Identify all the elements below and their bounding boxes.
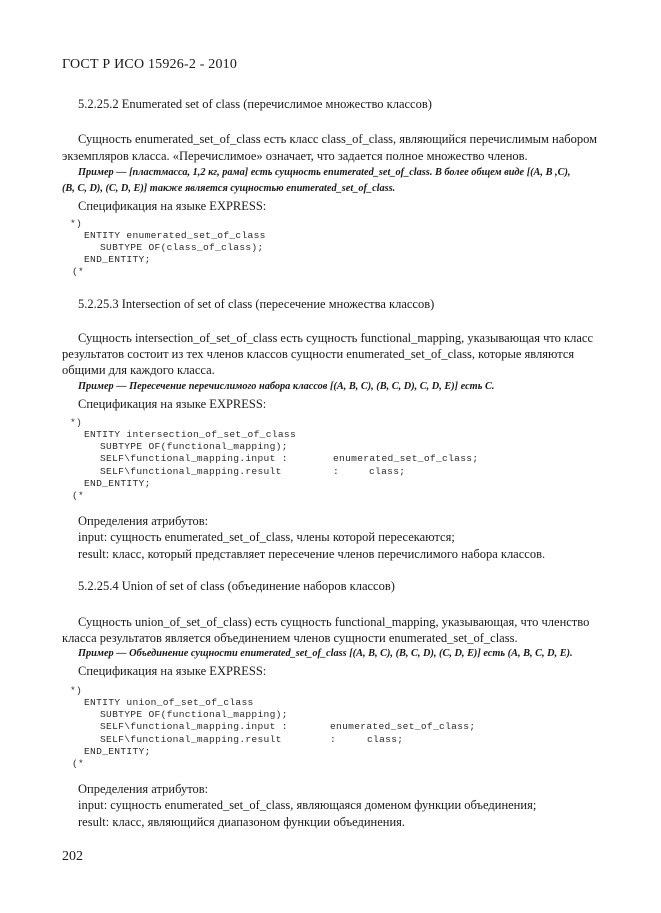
code-line: SELF\functional_mapping.input :	[100, 453, 288, 464]
paragraph-line: экземпляров класса. «Перечислимое» означает, что задается полное множество членов.	[62, 149, 528, 163]
code-line: enumerated_set_of_class;	[333, 453, 479, 464]
express-spec-label: Спецификация на языке EXPRESS:	[78, 397, 267, 411]
code-line: SELF\functional_mapping.result	[100, 734, 282, 745]
express-spec-label: Спецификация на языке EXPRESS:	[78, 199, 267, 213]
code-line: END_ENTITY;	[84, 254, 151, 265]
attribute-definition: input: сущность enumerated_set_of_class, являющаяся доменом функции объединения;	[78, 798, 537, 812]
code-line: :	[330, 734, 337, 745]
example-line: Пример — [пластмасса, 1,2 кг, рама] есть сущность enumerated_set_of_class. В более общем виде [(A, B ,C),	[78, 167, 571, 178]
code-line: (*	[72, 758, 85, 769]
code-line: class;	[369, 466, 406, 477]
code-line: enumerated_set_of_class;	[330, 721, 476, 732]
code-line: ENTITY intersection_of_set_of_class	[84, 429, 297, 440]
paragraph-line: общими для каждого класса.	[62, 363, 215, 377]
attributes-title: Определения атрибутов:	[78, 514, 209, 528]
page-header: ГОСТ Р ИСО 15926-2 - 2010	[62, 57, 238, 72]
example-line: Пример — Объединение сущности enumerated_set_of_class [(A, B, C), (B, C, D), (C, D, E)] есть (A, B, C, D, E).	[78, 648, 573, 659]
code-line: END_ENTITY;	[84, 478, 151, 489]
code-line: *)	[70, 417, 83, 428]
paragraph-line: класса результатов является объединением членов сущности enumerated_set_of_class.	[62, 631, 518, 645]
code-line: *)	[70, 685, 83, 696]
attributes-title: Определения атрибутов:	[78, 782, 209, 796]
code-line: (*	[72, 266, 85, 277]
code-line: *)	[70, 218, 83, 229]
section-heading-intersection: 5.2.25.3 Intersection of set of class (пересечение множества классов)	[78, 297, 435, 311]
express-spec-label: Спецификация на языке EXPRESS:	[78, 664, 267, 678]
section-heading-union: 5.2.25.4 Union of set of class (объединение наборов классов)	[78, 579, 395, 593]
code-line: SUBTYPE OF(functional_mapping);	[100, 441, 288, 452]
code-line: SUBTYPE OF(class_of_class);	[100, 242, 264, 253]
section-heading-enumerated: 5.2.25.2 Enumerated set of class (перечислимое множество классов)	[78, 97, 432, 111]
code-line: END_ENTITY;	[84, 746, 151, 757]
code-line: SUBTYPE OF(functional_mapping);	[100, 709, 288, 720]
paragraph-line: результатов состоит из тех членов классов сущности enumerated_set_of_class, которые являются	[62, 347, 575, 361]
page-number: 202	[62, 849, 83, 864]
example-line: Пример — Пересечение перечислимого набора классов [(A, B, C), (B, C, D), C, D, E)] есть C.	[78, 381, 495, 392]
code-line: ENTITY union_of_set_of_class	[84, 697, 254, 708]
attribute-definition: input: сущность enumerated_set_of_class, члены которой пересекаются;	[78, 530, 455, 544]
paragraph-line: Сущность intersection_of_set_of_class есть сущность functional_mapping, указывающая что класс	[78, 331, 594, 345]
code-line: (*	[72, 490, 85, 501]
attribute-definition: result: класс, являющийся диапазоном функции объединения.	[78, 815, 406, 829]
code-line: ENTITY enumerated_set_of_class	[84, 230, 266, 241]
attribute-definition: result: класс, который представляет пересечение членов перечислимого набора классов.	[78, 547, 546, 561]
code-line: class;	[367, 734, 404, 745]
code-line: SELF\functional_mapping.result	[100, 466, 282, 477]
paragraph-line: Сущность enumerated_set_of_class есть класс class_of_class, являющийся перечислимым набором	[78, 132, 598, 146]
example-line: (B, C, D), (C, D, E)] также является сущностью enumerated_set_of_class.	[62, 183, 396, 194]
code-line: :	[333, 466, 340, 477]
code-line: SELF\functional_mapping.input :	[100, 721, 288, 732]
paragraph-line: Сущность union_of_set_of_class) есть сущность functional_mapping, указывающая, что членство	[78, 615, 590, 629]
